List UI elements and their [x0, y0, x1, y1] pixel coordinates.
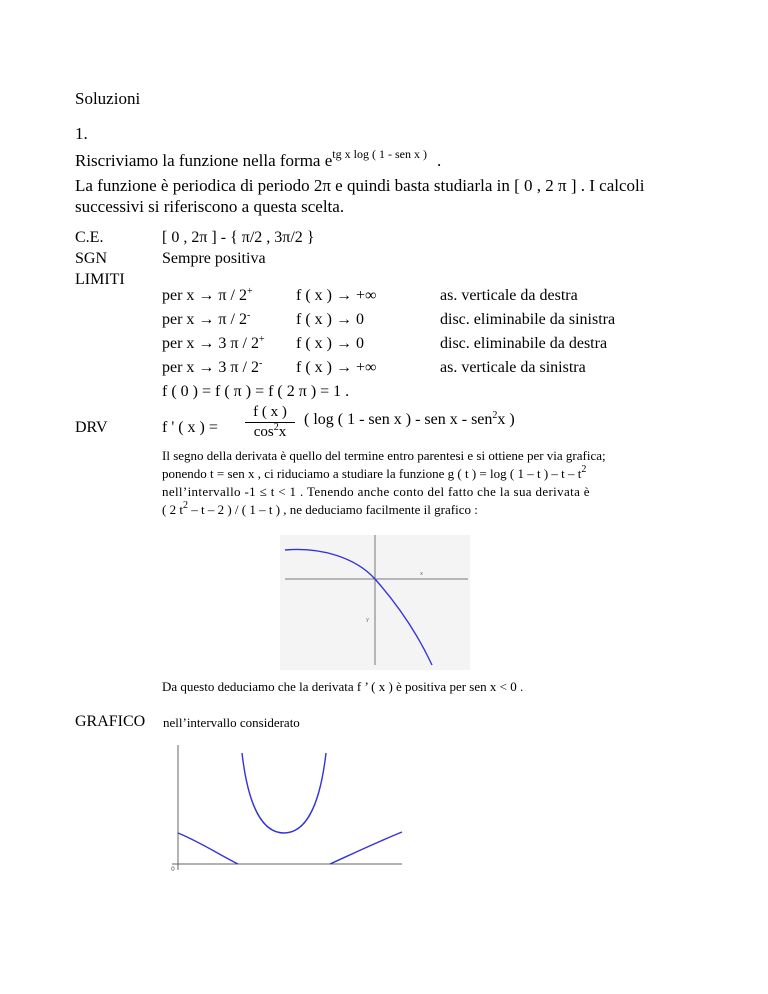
limit-result: f ( x ) → 0	[296, 335, 364, 352]
graph2-origin-label: 0	[171, 866, 175, 873]
rewrite-exponent: tg x log ( 1 - sen x )	[332, 147, 427, 161]
sign-para-line-1: Il segno della derivata è quello del termine entro parentesi e si ottiene per via grafica;	[162, 448, 606, 463]
derivative-sign-graph	[280, 535, 470, 670]
label-grafico: GRAFICO	[75, 713, 146, 730]
rewrite-end: .	[436, 151, 442, 170]
limit-note: disc. eliminabile da destra	[440, 335, 608, 352]
periodic-line-1: La funzione è periodica di periodo 2π e quindi basta studiarla in [ 0 , 2 π ] . I calcoli	[75, 176, 645, 195]
limit-approach: per x → π / 2-	[162, 310, 251, 328]
limit-approach: per x → 3 π / 2-	[162, 358, 263, 376]
limit-note: as. verticale da destra	[440, 287, 578, 304]
limit-approach: per x → π / 2+	[162, 286, 253, 304]
ce-value: [ 0 , 2π ] - { π/2 , 3π/2 }	[162, 229, 315, 246]
limit-note: as. verticale da sinistra	[440, 359, 586, 376]
derivative-rest: ( log ( 1 - sen x ) - sen x - sen$^2$x )	[304, 410, 515, 428]
limit-result: f ( x ) → +∞	[296, 287, 377, 304]
label-sgn: SGN	[75, 250, 108, 267]
derivative-numerator: f ( x )	[253, 404, 287, 420]
sign-para-line-2: ponendo t = sen x , ci riduciamo a studiare la funzione g ( t ) = log ( 1 – t ) – t – $t^2$	[162, 464, 587, 481]
derivative-fraction	[245, 404, 295, 441]
sign-para-line-4: ( 2 $t^2$ – t – 2 ) / ( 1 – t ) , ne deduciamo facilmente il grafico :	[162, 500, 478, 517]
limit-result: f ( x ) → +∞	[296, 359, 377, 376]
fraction-bar	[245, 422, 295, 423]
derivative-denominator: $\cos^2x$	[253, 422, 287, 440]
limit-result: f ( x ) → 0	[296, 311, 364, 328]
label-drv: DRV	[75, 419, 108, 436]
function-graph	[170, 745, 410, 880]
conclusion-text: Da questo deduciamo che la derivata f ’ ( x ) è positiva per sen x < 0 .	[162, 679, 524, 694]
label-limiti: LIMITI	[75, 271, 125, 288]
graph1-y-label: y	[366, 617, 369, 623]
exercise-number: 1.	[75, 124, 88, 143]
graph2-middle-branch	[242, 753, 326, 833]
limit-note: disc. eliminabile da sinistra	[440, 311, 616, 328]
sgn-value: Sempre positiva	[162, 250, 266, 267]
grafico-note: nell’intervallo considerato	[163, 715, 300, 730]
graph2-right-branch	[330, 832, 402, 864]
page-title: Soluzioni	[75, 89, 141, 108]
limit-approach: per x → 3 π / 2+	[162, 334, 265, 352]
periodic-line-2: successivi si riferiscono a questa scelta.	[75, 197, 345, 216]
graph1-x-label: x	[420, 571, 423, 577]
f-values: f ( 0 ) = f ( π ) = f ( 2 π ) = 1 .	[162, 383, 350, 400]
label-ce: C.E.	[75, 229, 104, 246]
rewrite-text: Riscriviamo la funzione nella forma e	[75, 151, 333, 170]
graph2-left-branch	[178, 833, 238, 864]
derivative-lhs: f ' ( x ) =	[162, 419, 218, 436]
sign-para-line-3: nell’intervallo -1 ≤ t < 1 . Tenendo anche conto del fatto che la sua derivata è	[162, 484, 590, 499]
rewrite-line	[75, 147, 442, 170]
